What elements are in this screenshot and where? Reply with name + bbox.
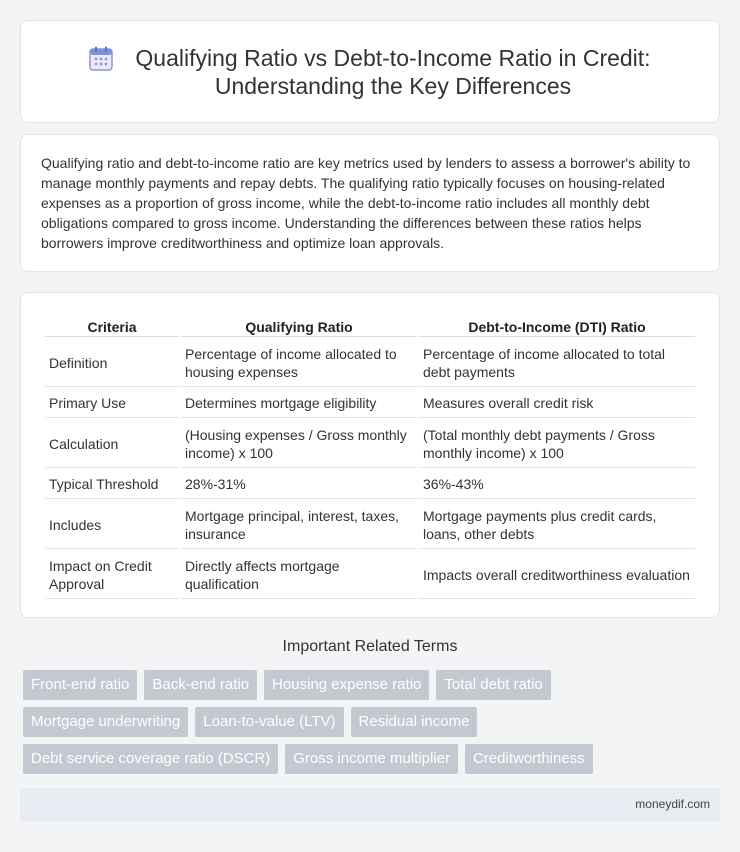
tag-row — [23, 707, 723, 737]
header-criteria: Criteria — [45, 315, 179, 337]
cell-dti: (Total monthly debt payments / Gross monthly income) x 100 — [419, 420, 695, 468]
tag-dscr[interactable]: Debt service coverage ratio (DSCR) — [23, 744, 278, 774]
tag-loan-to-value[interactable]: Loan-to-value (LTV) — [195, 707, 343, 737]
page-title-line1: Qualifying Ratio vs Debt-to-Income Ratio in Credit: — [135, 44, 651, 71]
table-row — [45, 339, 695, 387]
cell-criteria: Primary Use — [45, 389, 179, 418]
cell-qualifying: Directly affects mortgage qualification — [181, 551, 417, 599]
table-header-row — [45, 315, 695, 337]
intro-card — [20, 134, 720, 272]
footer-site[interactable]: moneydif.com — [635, 797, 710, 811]
footer — [20, 788, 720, 822]
cell-criteria: Impact on Credit Approval — [45, 551, 179, 599]
table-row — [45, 551, 695, 599]
header-dti-ratio: Debt-to-Income (DTI) Ratio — [419, 315, 695, 337]
cell-qualifying: Mortgage principal, interest, taxes, insurance — [181, 501, 417, 549]
page-title-line2: Understanding the Key Differences — [214, 72, 572, 99]
cell-dti: Mortgage payments plus credit cards, loans, other debts — [419, 501, 695, 549]
cell-qualifying: Percentage of income allocated to housing expenses — [181, 339, 417, 387]
comparison-card — [20, 292, 720, 618]
table-row — [45, 420, 695, 468]
tag-mortgage-underwriting[interactable]: Mortgage underwriting — [23, 707, 188, 737]
cell-dti: 36%-43% — [419, 470, 695, 499]
tag-back-end-ratio[interactable]: Back-end ratio — [144, 670, 257, 700]
cell-criteria: Typical Threshold — [45, 470, 179, 499]
tag-row — [23, 670, 723, 700]
calendar-icon — [89, 46, 113, 72]
header-qualifying-ratio: Qualifying Ratio — [181, 315, 417, 337]
tag-residual-income[interactable]: Residual income — [351, 707, 478, 737]
table-row — [45, 501, 695, 549]
title-wrap — [89, 44, 650, 100]
cell-criteria: Definition — [45, 339, 179, 387]
related-terms-title: Important Related Terms — [282, 638, 458, 655]
tag-housing-expense-ratio[interactable]: Housing expense ratio — [264, 670, 429, 700]
tag-creditworthiness[interactable]: Creditworthiness — [465, 744, 593, 774]
cell-dti: Impacts overall creditworthiness evaluation — [419, 551, 695, 599]
tag-gross-income-multiplier[interactable]: Gross income multiplier — [285, 744, 458, 774]
cell-criteria: Calculation — [45, 420, 179, 468]
cell-qualifying: (Housing expenses / Gross monthly income) x 100 — [181, 420, 417, 468]
comparison-table — [43, 313, 697, 601]
cell-dti: Percentage of income allocated to total debt payments — [419, 339, 695, 387]
tag-total-debt-ratio[interactable]: Total debt ratio — [436, 670, 550, 700]
tag-row — [23, 744, 723, 774]
page-title — [135, 44, 650, 100]
tag-front-end-ratio[interactable]: Front-end ratio — [23, 670, 137, 700]
cell-qualifying: Determines mortgage eligibility — [181, 389, 417, 418]
title-card — [20, 20, 720, 123]
intro-paragraph: Qualifying ratio and debt-to-income ratio are key metrics used by lenders to assess a borrower's ability to manage monthly payments and repay debts. The qualifying ratio typically focuses on housing-related expenses as a proportion of gross income, while the debt-to-income ratio includes all monthly debt obligations compared to gross income. Understanding the differences between these ratios helps borrowers improve creditworthiness and optimize loan approvals. — [41, 155, 691, 251]
table-row — [45, 389, 695, 418]
table-row — [45, 470, 695, 499]
cell-criteria: Includes — [45, 501, 179, 549]
related-terms-tags — [23, 670, 723, 781]
cell-qualifying: 28%-31% — [181, 470, 417, 499]
cell-dti: Measures overall credit risk — [419, 389, 695, 418]
